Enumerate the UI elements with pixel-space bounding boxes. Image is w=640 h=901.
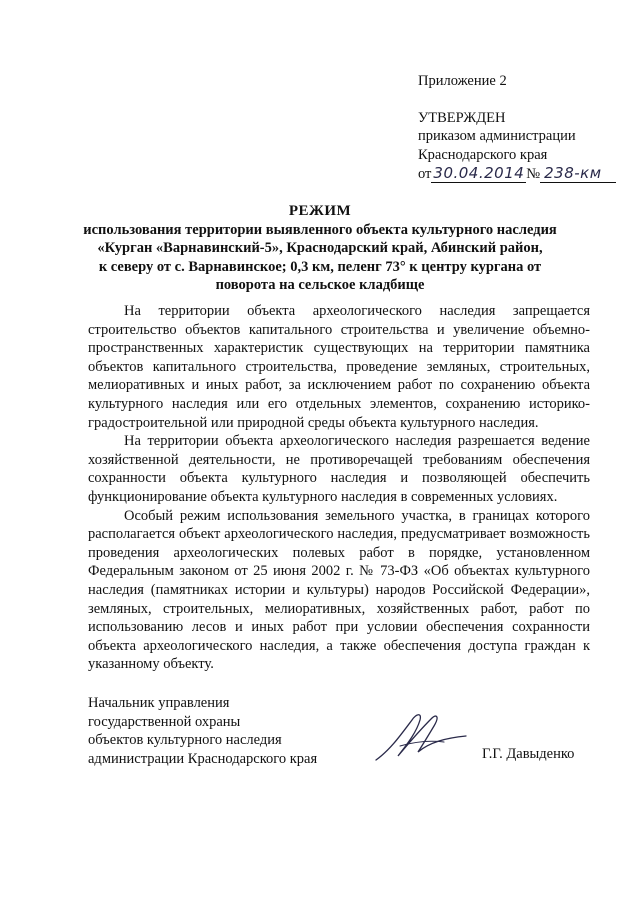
position-line: Начальник управления bbox=[88, 695, 230, 711]
signatory-position bbox=[88, 694, 317, 768]
document-body bbox=[88, 302, 590, 674]
signatory-name: Г.Г. Давыденко bbox=[482, 746, 575, 762]
handwritten-number: 238-км bbox=[540, 164, 615, 183]
body-paragraph: На территории объекта археологического наследия разрешается ведение хозяйственной деятельности, не противоречащей требованиям обеспечения сохранности объекта культурного наследия и позволяющей обеспечить функционирование объекта культурного наследия в современных условиях. bbox=[88, 433, 590, 505]
heading-line: поворота на сельское кладбище bbox=[215, 277, 425, 293]
handwritten-signature bbox=[370, 706, 470, 768]
heading-line: «Курган «Варнавинский-5», Краснодарский край, Абинский район, bbox=[97, 240, 543, 256]
heading-line: использования территории выявленного объекта культурного наследия bbox=[83, 221, 557, 238]
by-order-label: приказом администрации bbox=[418, 128, 576, 144]
body-paragraph: На территории объекта археологического наследия запрещается строительство объектов капитального строительства и увеличение объемно-пространственных характеристик существующих на территории памятника объектов капитального строительства, проведение земляных, строительных, мелиоративных и иных работ, за исключением работ по сохранению объекта культурного наследия или его отдельных элементов, сохранению историко-градостроительной или природной среды объекта культурного наследия. bbox=[88, 303, 590, 431]
approved-label: УТВЕРЖДЕН bbox=[418, 109, 506, 126]
body-paragraph: Особый режим использования земельного участка, в границах которого располагается объект археологического наследия, предусматривает возможность проведения археологических полевых работ в порядке, установленном Федеральным законом от 25 июня 2002 г. № 73-ФЗ «Об объектах культурного наследия (памятниках истории и культуры) народов Российской Федерации», земляных, строительных, мелиоративных, хозяйственных работ, работ по использованию лесов и иных работ при условии обеспечения сохранности объекта археологического наследия, а также обеспечения доступа граждан к указанному объекту. bbox=[88, 507, 590, 673]
position-line: объектов культурного наследия bbox=[88, 732, 282, 748]
position-line: администрации Краснодарского края bbox=[88, 750, 318, 767]
approval-block bbox=[418, 72, 616, 184]
heading-line: к северу от с. Варнавинское; 0,3 км, пеленг 73° к центру кургана от bbox=[98, 258, 542, 275]
handwritten-date: 30.04.2014 bbox=[433, 164, 525, 182]
region-label: Краснодарского края bbox=[418, 146, 548, 163]
document-title: РЕЖИМ bbox=[288, 203, 352, 219]
from-prefix: от bbox=[418, 166, 432, 182]
appendix-label: Приложение 2 bbox=[418, 73, 507, 89]
position-line: государственной охраны bbox=[88, 713, 241, 730]
order-date-line bbox=[418, 164, 616, 184]
number-prefix: № bbox=[526, 166, 541, 182]
document-heading bbox=[60, 202, 580, 295]
